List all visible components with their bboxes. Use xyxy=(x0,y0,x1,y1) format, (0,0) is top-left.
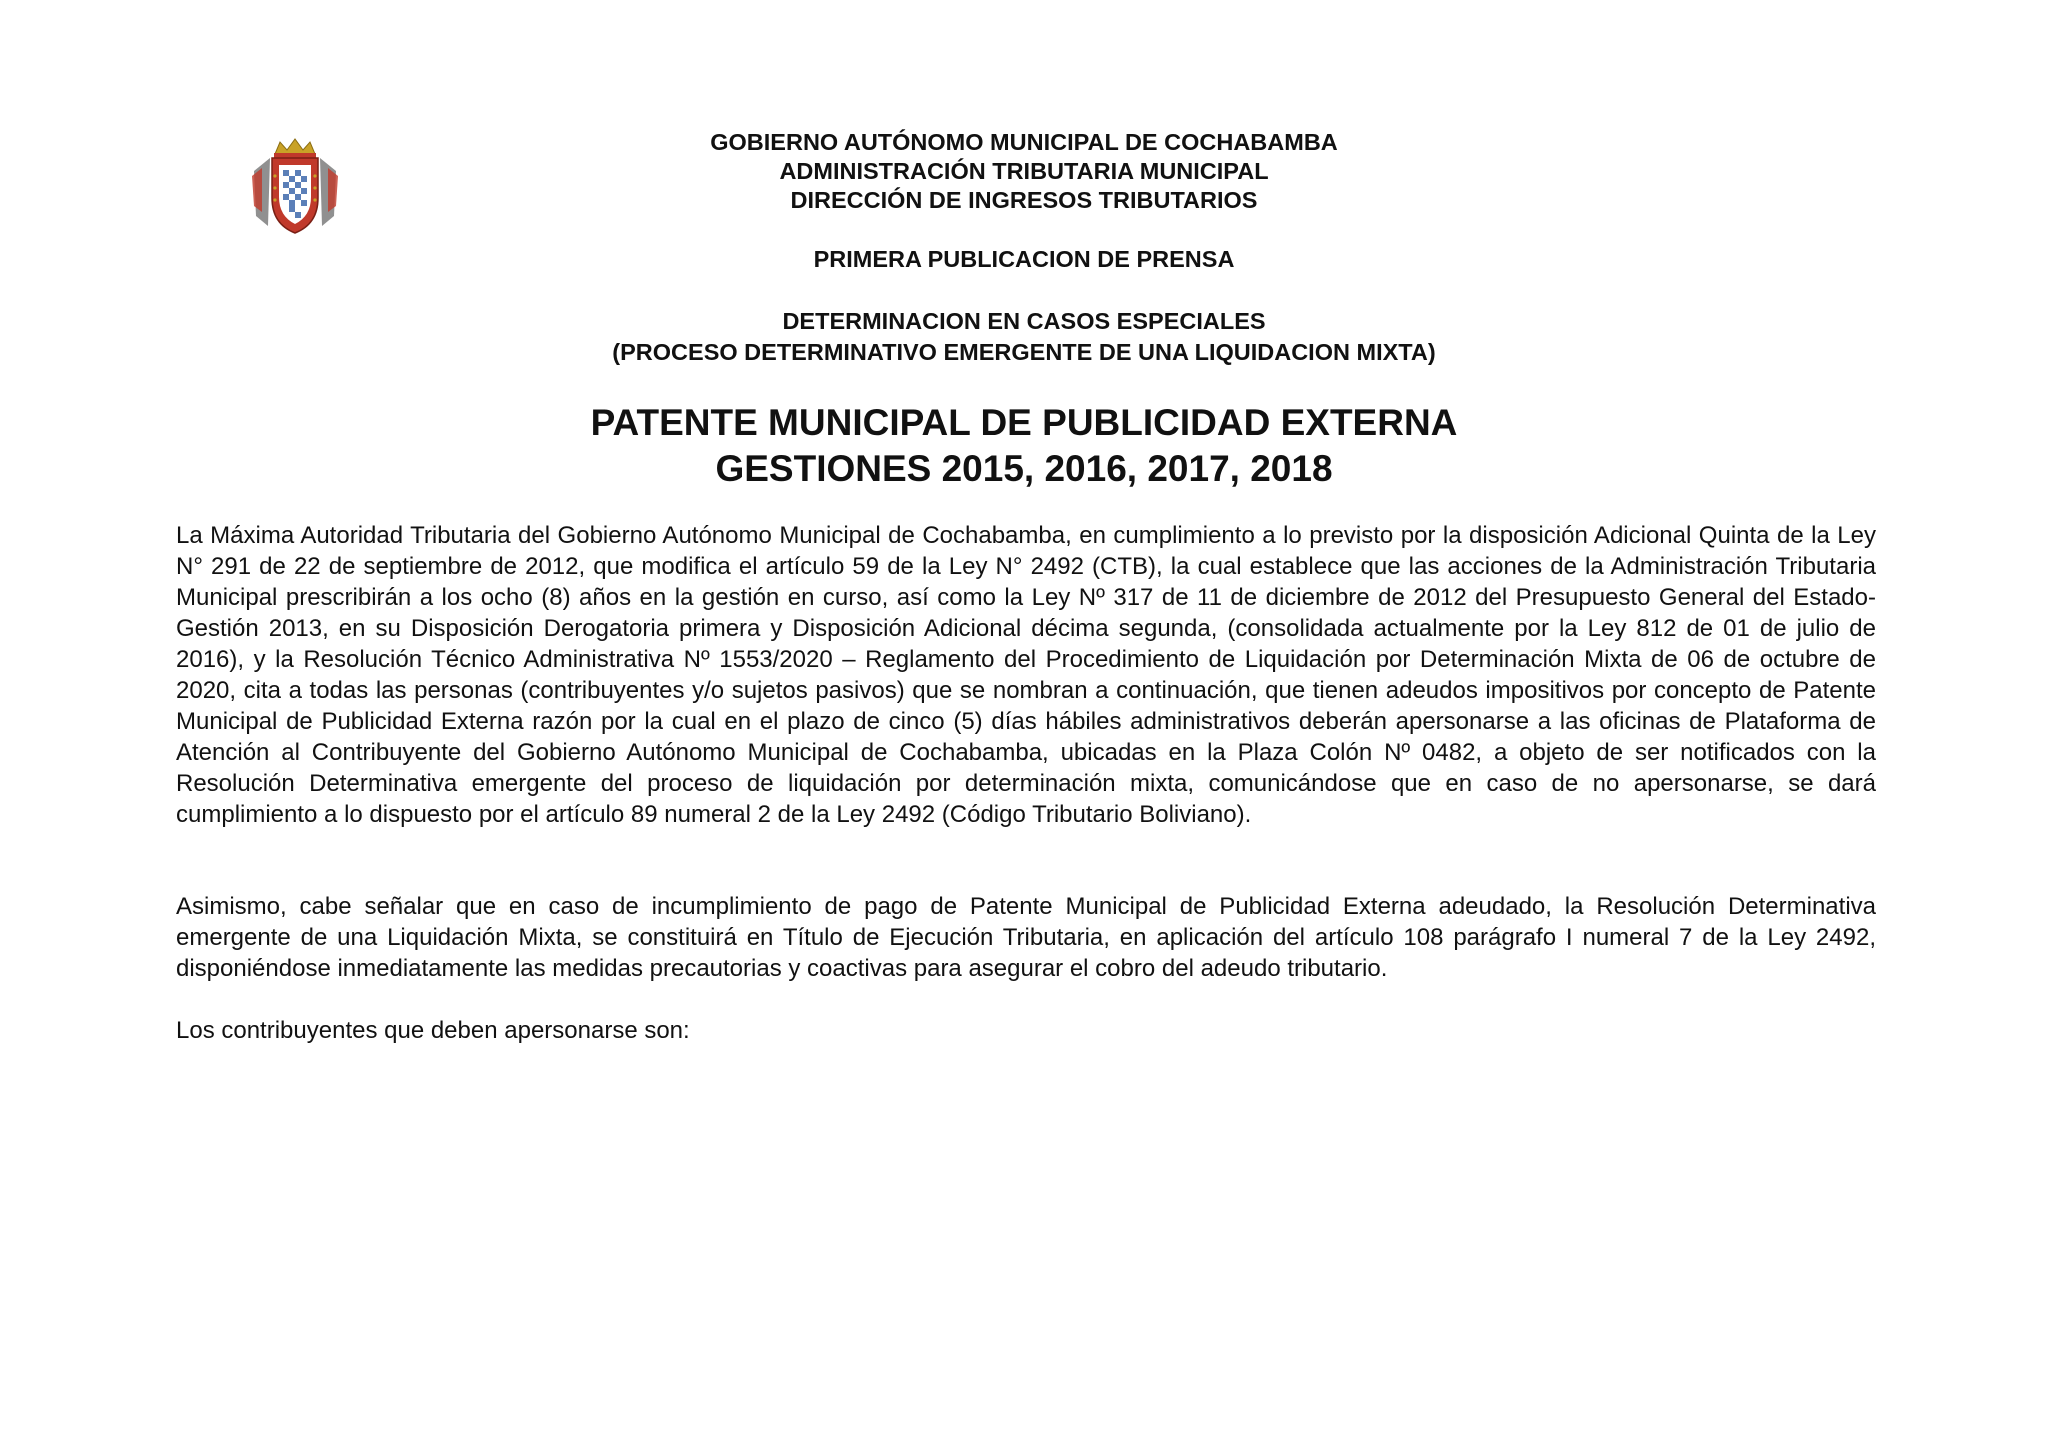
header-line-municipality: GOBIERNO AUTÓNOMO MUNICIPAL DE COCHABAMBA xyxy=(710,129,1338,155)
determination-line-2: (PROCESO DETERMINATIVO EMERGENTE DE UNA LIQUIDACION MIXTA) xyxy=(612,339,1436,365)
header-line-direction: DIRECCIÓN DE INGRESOS TRIBUTARIOS xyxy=(790,187,1258,213)
issuer-header xyxy=(0,128,2048,215)
publication-title: PRIMERA PUBLICACION DE PRENSA xyxy=(813,246,1235,272)
body-paragraph-citation: La Máxima Autoridad Tributaria del Gobierno Autónomo Municipal de Cochabamba, en cumplimiento a lo previsto por la disposición Adicional Quinta de la Ley N° 291 de 22 de septiembre de 2012, que modifica el artículo 59 de la Ley N° 2492 (CTB), la cual establece que las acciones de la Administración Tributaria Municipal prescribirán a los ocho (8) años en la gestión en curso, así como la Ley Nº 317 de 11 de diciembre de 2012 del Presupuesto General del Estado-Gestión 2013, en su Disposición Derogatoria primera y Disposición Adicional décima segunda, (consolidada actualmente por la Ley 812 de 01 de julio de 2016), y la Resolución Técnico Administrativa Nº 1553/2020 – Reglamento del Procedimiento de Liquidación por Determinación Mixta de 06 de octubre de 2020, cita a todas las personas (contribuyentes y/o sujetos pasivos) que se nombran a continuación, que tienen adeudos impositivos por concepto de Patente Municipal de Publicidad Externa razón por la cual en el plazo de cinco (5) días hábiles administrativos deberán apersonarse a las oficinas de Plataforma de Atención al Contribuyente del Gobierno Autónomo Municipal de Cochabamba, ubicadas en la Plaza Colón Nº 0482, a objeto de ser notificados con la Resolución Determinativa emergente del proceso de liquidación por determinación mixta, comunicándose que en caso de no apersonarse, se dará cumplimiento a lo dispuesto por el artículo 89 numeral 2 de la Ley 2492 (Código Tributario Boliviano). xyxy=(176,522,1876,828)
body-paragraph-enforcement: Asimismo, cabe señalar que en caso de incumplimiento de pago de Patente Municipal de Publicidad Externa adeudado, la Resolución Determinativa emergente de una Liquidación Mixta, se constituirá en Título de Ejecución Tributaria, en aplicación del artículo 108 parágrafo I numeral 7 de la Ley 2492, disponiéndose inmediatamente las medidas precautorias y coactivas para asegurar el cobro del adeudo tributario. xyxy=(176,893,1876,982)
main-title-line-1: PATENTE MUNICIPAL DE PUBLICIDAD EXTERNA xyxy=(590,402,1458,443)
body-paragraph-list-intro: Los contribuyentes que deben apersonarse son: xyxy=(176,1017,690,1044)
main-title-line-2: GESTIONES 2015, 2016, 2017, 2018 xyxy=(715,448,1333,489)
determination-heading xyxy=(0,306,2048,368)
header-line-administration: ADMINISTRACIÓN TRIBUTARIA MUNICIPAL xyxy=(779,158,1269,184)
main-title xyxy=(0,400,2048,492)
determination-line-1: DETERMINACION EN CASOS ESPECIALES xyxy=(782,308,1266,334)
